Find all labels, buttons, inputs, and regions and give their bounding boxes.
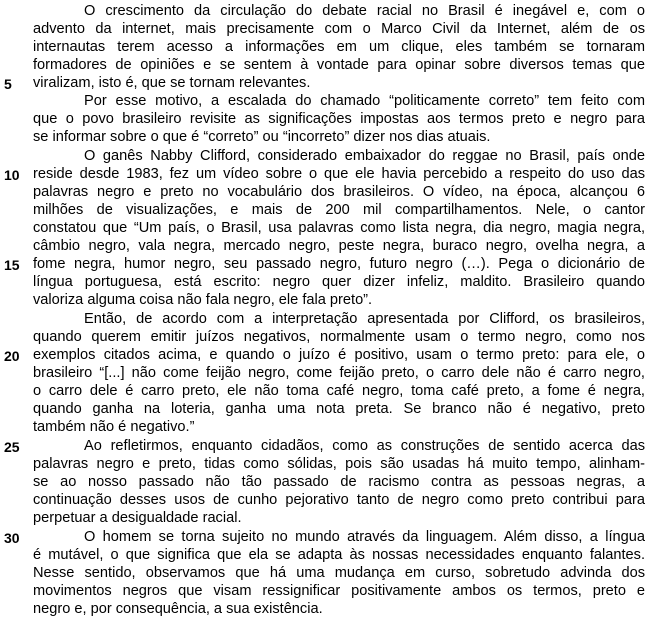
text-line-1: O crescimento da circulação do debate racial no Brasil é inegável e, com o — [84, 3, 645, 19]
text-line-22: o carro dele é carro preto, ele não toma café negro, toma café preto, a fome é negra, — [33, 383, 645, 399]
text-line-8: se informar sobre o que é “correto” ou “incorreto” dizer nos dias atuais. — [33, 129, 491, 145]
text-line-11: palavras negro e preto no vocabulário dos brasileiros. O vídeo, na época, alcançou 6 — [33, 184, 645, 200]
text-line-23: quando ganha na loteria, ganha uma nota preta. Se branco não é negativo, preto — [33, 401, 645, 417]
line-number-15: 15 — [4, 257, 20, 273]
text-line-18: Então, de acordo com a interpretação apresentada por Clifford, os brasileiros, — [84, 311, 645, 327]
text-line-10: reside desde 1983, fez um vídeo sobre o que ele havia percebido a respeito do uso das — [33, 166, 645, 182]
text-line-24: também não é negativo.” — [33, 419, 195, 435]
text-line-17: valoriza alguma coisa não fala negro, ele fala preto”. — [33, 292, 373, 308]
text-line-3: internautas terem acesso a informações em um clique, eles também se tornaram — [33, 39, 645, 55]
text-line-34: negro e, por consequência, a sua existência. — [33, 601, 323, 617]
text-line-30: O homem se torna sujeito no mundo através da linguagem. Além disso, a língua — [84, 529, 645, 545]
text-line-16: língua portuguesa, está escrito: negro quer dizer infeliz, maldito. Brasileiro quando — [33, 274, 645, 290]
text-line-21: brasileiro “[...] não come feijão negro, come feijão preto, o carro dele não é carro negro, — [33, 365, 645, 381]
line-number-30: 30 — [4, 530, 20, 546]
text-line-19: quando querem emitir juízos negativos, normalmente usam o termo negro, como nos — [33, 329, 645, 345]
text-line-32: Nesse sentido, observamos que há uma mudança em curso, sobretudo advinda dos — [33, 565, 645, 581]
text-line-27: se ao nosso passado não tão passado de racismo contra as pessoas negras, a — [33, 474, 645, 490]
text-line-15: fome negra, humor negro, seu passado negro, futuro negro (…). Pega o dicionário de — [33, 256, 645, 272]
text-line-26: palavras negro e preto, tidas como sólidas, pois são usadas há muito tempo, alinham- — [33, 456, 645, 472]
text-line-4: formadores de opiniões e se sentem à vontade para opinar sobre diversos temas que — [33, 57, 645, 73]
text-line-29: perpetuar a desigualdade racial. — [33, 510, 242, 526]
line-number-10: 10 — [4, 167, 20, 183]
line-number-5: 5 — [4, 76, 12, 92]
text-line-31: é mutável, o que significa que ela se adapta às nossas necessidades enquanto falantes. — [33, 547, 645, 563]
text-line-9: O ganês Nabby Clifford, considerado embaixador do reggae no Brasil, país onde — [84, 148, 645, 164]
text-line-7: que o povo brasileiro revisite as significações impostas aos termos preto e negro para — [33, 111, 645, 127]
text-line-12: milhões de visualizações, e mais de 200 mil compartilhamentos. Nele, o cantor — [33, 202, 645, 218]
text-line-2: advento da internet, mais precisamente com o Marco Civil da Internet, além de os — [33, 21, 645, 37]
line-number-20: 20 — [4, 348, 20, 364]
text-line-25: Ao refletirmos, enquanto cidadãos, como as construções de sentido acerca das — [84, 438, 645, 454]
text-line-6: Por esse motivo, a escalada do chamado “politicamente correto” tem feito com — [84, 93, 645, 109]
text-line-13: constatou que “Um país, o Brasil, usa palavras como lista negra, dia negro, magia negra, — [33, 220, 645, 236]
line-number-25: 25 — [4, 439, 20, 455]
text-line-33: movimentos negros que visam ressignificar positivamente ambos os termos, preto e — [33, 583, 645, 599]
text-line-5: viralizam, isto é, que se tornam relevantes. — [33, 75, 311, 91]
text-line-20: exemplos citados acima, e quando o juízo é positivo, usam o termo preto: para ele, o — [33, 347, 645, 363]
text-line-28: continuação desses usos de cunho pejorativo tanto de negro como preto contribui para — [33, 492, 645, 508]
text-line-14: câmbio negro, vala negra, mercado negro, peste negra, buraco negro, ovelha negra, a — [33, 238, 645, 254]
